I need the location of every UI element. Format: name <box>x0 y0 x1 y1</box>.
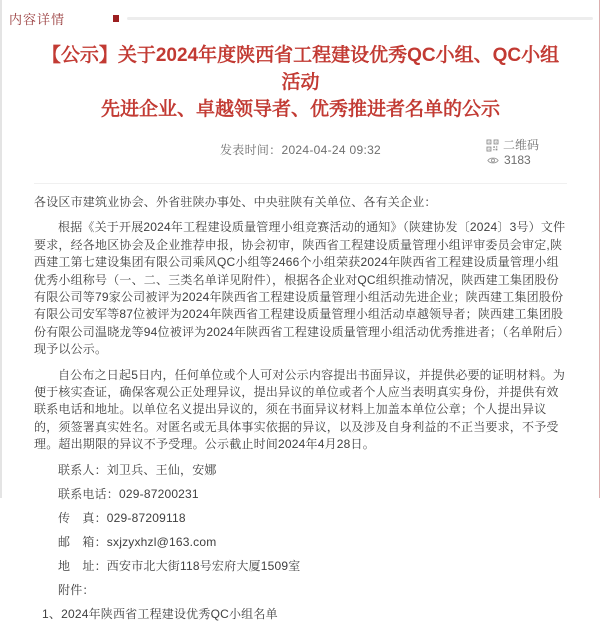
contact-email: 邮 箱：sxjzyxhzl@163.com <box>58 534 217 549</box>
red-square-marker-icon <box>113 15 119 22</box>
salutation: 各设区市建筑业协会、外省驻陕办事处、中央驻陕有关单位、各有关企业： <box>34 195 437 209</box>
qr-code-icon <box>487 140 498 151</box>
qr-code-label: 二维码 <box>502 138 539 152</box>
article-container <box>2 42 599 623</box>
contact-address: 地 址：西安市北大街118号宏府大厦1509室 <box>58 558 301 573</box>
view-count-value: 3183 <box>503 153 531 167</box>
meta-right-panel <box>487 138 539 168</box>
publish-time-label: 发表时间： <box>219 143 282 157</box>
section-header <box>2 0 599 29</box>
meta-divider-line <box>34 183 567 184</box>
paragraph-main: 根据《关于开展2024年工程建设质量管理小组竞赛活动的通知》（陕建协发〔2024〕3号）文件要求，经各地区协会及企业推荐申报，协会初审，陕西省工程建设质量管理小组评审委员会审定,陕西建工第七建设集团有限公司乘风QC小组等2466个小组荣获2024年陕西省工程建设质量管理小组优秀小组称号（一、二、三类名单详见附件），根据各企业对QC组织推动情况，陕西建工集团股份有限公司等79家公司被评为2024年陕西省工程建设质量管理小组活动先进企业；陕西建工集团股份有限公司安军等87位被评为2024年陕西省工程建设质量管理小组活动卓越领导者；陕西建工集团股份有限公司温晓龙等94位被评为2024年陕西省工程建设质量管理小组活动优秀推进者；（名单附后）现予以公示。 <box>34 220 566 357</box>
view-count <box>487 153 539 168</box>
announcement-title <box>34 42 567 123</box>
title-line-1: 【公示】关于2024年度陕西省工程建设优秀QC小组、QC小组活动 <box>41 45 560 93</box>
attachment-link[interactable]: 1、2024年陕西省工程建设优秀QC小组名单 <box>42 606 278 621</box>
section-title: 内容详情 <box>9 11 66 27</box>
article-meta <box>34 138 567 170</box>
contact-phone: 联系电话：029-87200231 <box>58 486 199 501</box>
attachments-label: 附件： <box>58 582 95 597</box>
paragraph-objection: 自公布之日起5日内，任何单位或个人可对公示内容提出书面异议，并提供必要的证明材料。为便于核实查证，确保客观公正处理异议，提出异议的单位或者个人应当表明真实身份，并提供有效联系电话和地址。以单位名义提出异议的，须在书面异议材料上加盖本单位公章；个人提出异议的，须签署真实姓名。对匿名或无具体事实依据的异议，以及涉及自身利益的不正当要求，不予受理。超出期限的异议不予受理。公示截止时间2024年4月28日。 <box>34 367 566 452</box>
title-line-2: 先进企业、卓越领导者、优秀推进者名单的公示 <box>100 99 500 120</box>
contact-person: 联系人：刘卫兵、王仙，安娜 <box>58 462 217 477</box>
publish-time-value: 2024-04-24 09:32 <box>281 143 382 157</box>
qr-code-button[interactable] <box>487 138 539 153</box>
contact-fax: 传 真：029-87209118 <box>58 510 186 525</box>
article-body <box>34 194 567 623</box>
header-divider-line <box>127 17 593 20</box>
eye-icon <box>487 156 499 165</box>
